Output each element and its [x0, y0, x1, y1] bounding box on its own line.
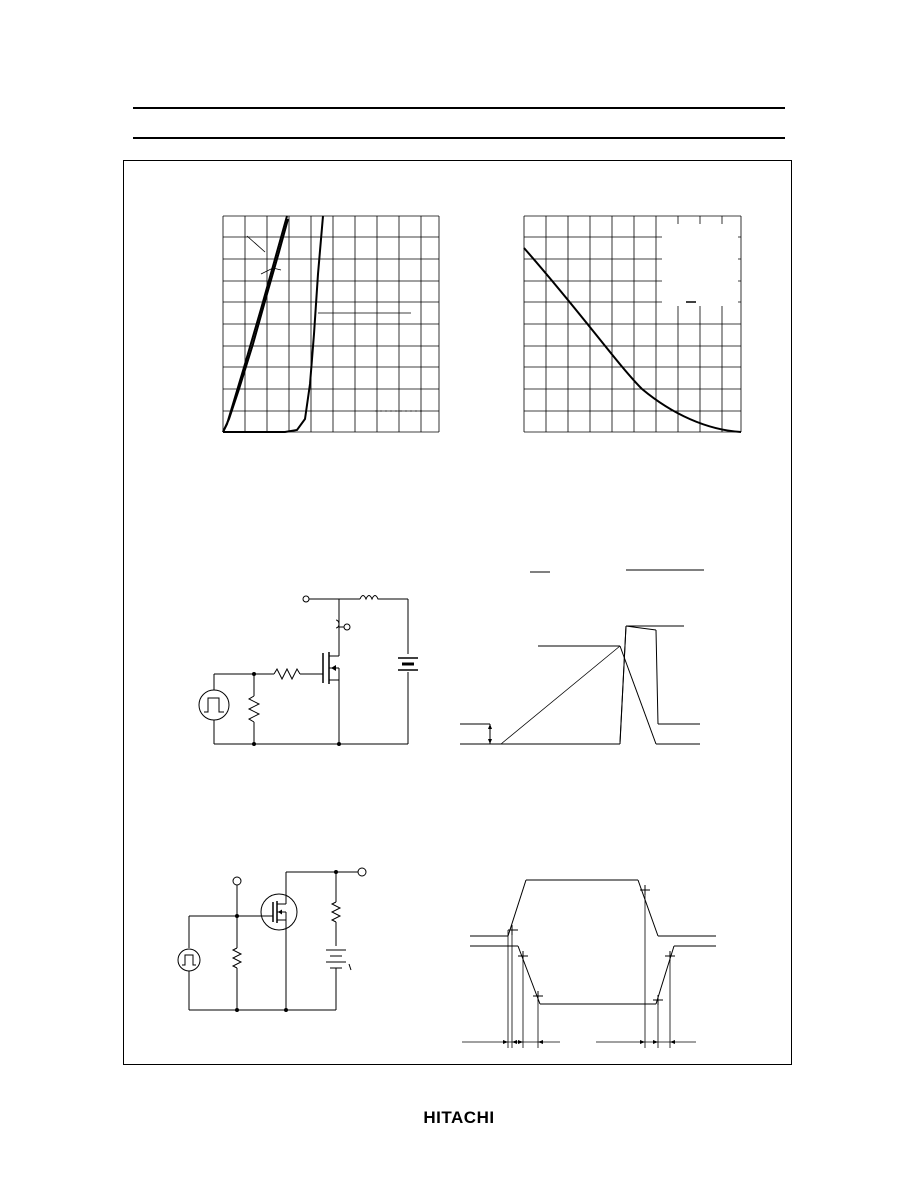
supply-battery — [326, 950, 346, 968]
input-terminal — [233, 877, 241, 885]
chart-2 — [522, 214, 744, 434]
pulse-generator — [199, 690, 229, 720]
terminal-node-1 — [303, 596, 309, 602]
avalanche-waveform — [458, 562, 708, 752]
brand-footer — [0, 1108, 918, 1128]
switching-test-circuit — [175, 864, 375, 1016]
mosfet-symbol — [323, 652, 339, 744]
input-resistor — [233, 948, 241, 968]
probe-coil — [336, 620, 339, 628]
terminal-node-2 — [344, 624, 350, 630]
gate-resistor — [274, 669, 300, 679]
avalanche-test-circuit — [190, 590, 420, 755]
inductor — [360, 596, 408, 600]
switching-waveform — [460, 872, 722, 1054]
pulse-source — [178, 949, 200, 971]
gate-source-resistor — [249, 696, 259, 722]
battery-symbol — [398, 658, 418, 670]
chart-1-grid — [223, 216, 439, 432]
header-rule-top — [133, 107, 785, 109]
brand-name: HITACHI — [423, 1108, 495, 1127]
timing-arrows — [462, 1040, 696, 1044]
load-resistor — [332, 902, 340, 922]
timing-markers — [508, 890, 670, 1048]
chart-1 — [215, 214, 441, 434]
output-terminal — [358, 868, 366, 876]
header-rule-bottom — [133, 137, 785, 139]
chart-2-legend-box — [662, 224, 738, 306]
